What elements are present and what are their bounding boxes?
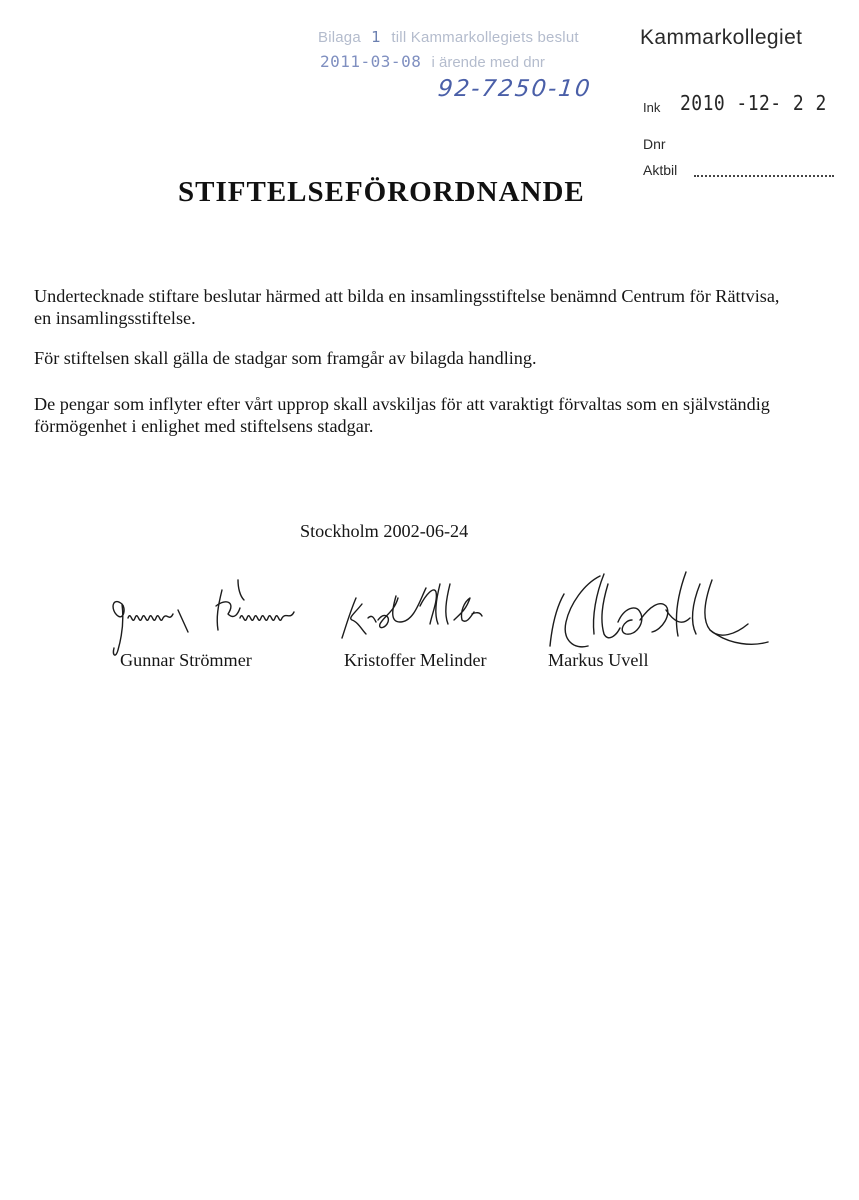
signature-gunnar-stromner [113,580,294,655]
signature-markus-uvell [550,572,768,647]
signatory-name: Markus Uvell [548,650,649,670]
receipt-dnr-label: Dnr [643,136,666,152]
receipt-aktbil-label: Aktbil [643,162,678,178]
signature-block [100,560,780,690]
paragraph-founding: Undertecknade stiftare beslutar härmed att bilda en insamlingsstiftelse benämnd Centrum för Rättvisa, en insamlingsstiftelse. [34,286,780,328]
annex-date: 2011-03-08 [320,52,422,71]
receipt-ink-label: Ink [643,100,661,115]
annex-stamp-line1 [318,28,579,46]
annex-number: 1 [371,28,382,46]
signatory-name: Gunnar Strömmer [120,650,252,670]
annex-stamp-line2 [320,52,545,71]
annex-label: Bilaga [318,29,361,46]
paragraph-statutes: För stiftelsen skall gälla de stadgar som framgår av bilagda handling. [34,348,537,368]
annex-decision-label: till Kammarkollegiets beslut [391,29,579,46]
paragraph-funds: De pengar som inflyter efter vårt upprop skall avskiljas för att varaktigt förvaltas som en självständig förmögenhet i enlighet med stiftelsens stadgar. [34,394,770,436]
receipt-stamp [640,20,840,178]
receipt-ink-date: 2010 -12- 2 2 [680,91,827,115]
receipt-aktbil-line [694,175,834,177]
signatory-name: Kristoffer Melinder [344,650,487,670]
annex-case-label: i ärende med dnr [431,54,545,71]
signature-kristoffer-melinder [342,584,482,638]
document-title: STIFTELSEFÖRORDNANDE [178,176,585,208]
receipt-authority: Kammarkollegiet [640,26,803,49]
place-and-date: Stockholm 2002-06-24 [300,521,469,541]
annex-stamp [318,22,618,112]
annex-handwritten-dnr: 92-7250-10 [436,76,594,102]
